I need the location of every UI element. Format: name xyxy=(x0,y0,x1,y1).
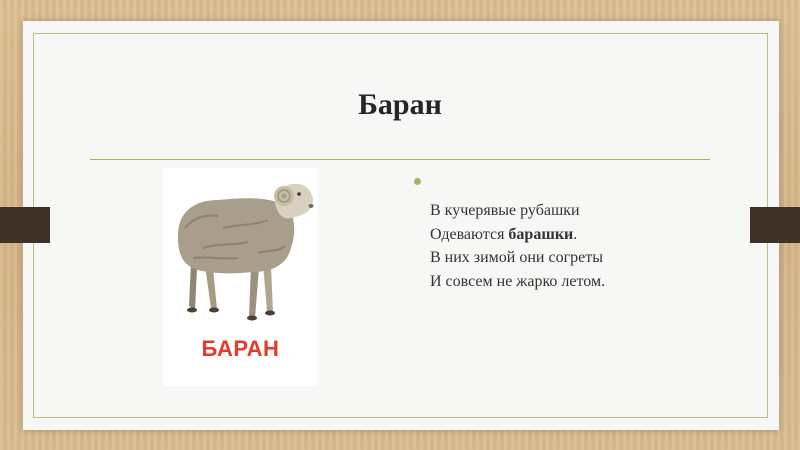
poem-line-3: В них зимой они согреты xyxy=(430,249,603,266)
right-tab xyxy=(750,207,800,243)
poem-line-4: И совсем не жарко летом. xyxy=(430,272,606,290)
ram-image xyxy=(163,168,318,333)
poem-line-1: В кучерявые рубашки xyxy=(430,202,580,219)
poem-line-2-start: Одеваются xyxy=(430,225,509,243)
slide-title: Баран xyxy=(358,88,442,121)
picture-caption: БАРАН xyxy=(201,336,280,361)
poem-line-2-end: . xyxy=(573,225,578,243)
slide xyxy=(23,21,779,430)
left-tab xyxy=(0,207,50,243)
poem-line-2 xyxy=(430,223,605,247)
poem-text xyxy=(430,199,605,293)
ram-picture-card xyxy=(163,168,318,386)
bullet-marker xyxy=(414,178,421,185)
title-divider xyxy=(90,159,710,160)
poem-line-2-bold: барашки xyxy=(508,225,574,243)
